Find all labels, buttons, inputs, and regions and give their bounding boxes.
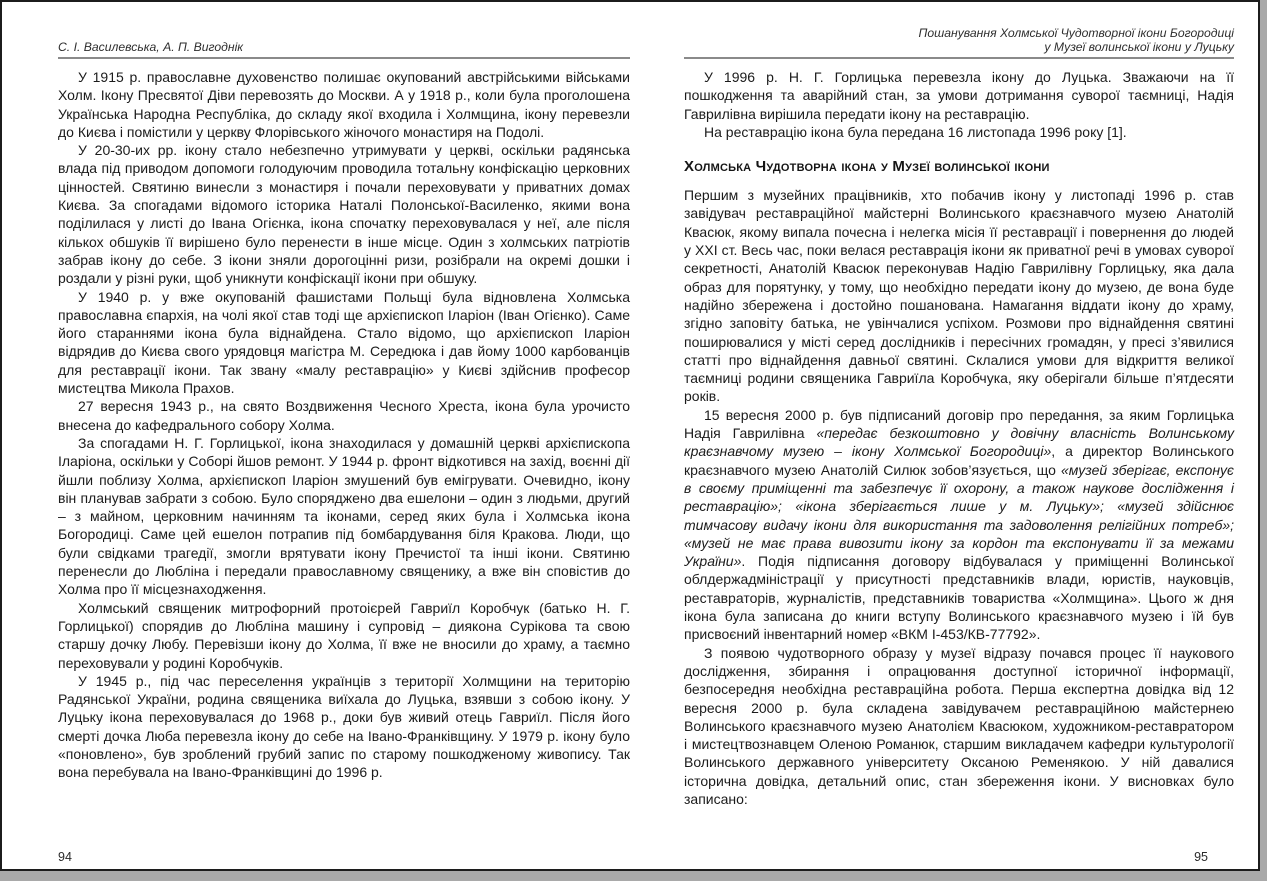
section-heading: Холмська Чудотворна ікона у Музеї волинської ікони bbox=[684, 158, 1050, 176]
left-page bbox=[58, 19, 630, 782]
body-text: У 1945 р., під час переселення українців з території Холмщини на територію Радянської України, родина священика виїхала до Луцька, взявши з собою ікону. У Луцьку ікона переховувалася до 1968 р., доки був живий отець Гавриїл. Після його смерті дочка Люба перевезла ікону до себе на Івано-Франківщину. У 1979 р. ікону було «поновлено», був зроблений грубий запис по старому пошкодженому живопису. Так вона перебувала на Івано-Франківщині до 1996 р. bbox=[58, 672, 630, 781]
quoted-italic-text: «музей зберігає, експонує в своєму приміщенні та забезпечує її охорону, а також наукове дослідження і реставрацію»; «ікона зберігається лише у м. Луцьку»; «музей здійснює тимчасову видачу ікони для використання та задоволення релігійних потреб»; «музей не має права вивозити ікону за кордон та експонувати її за межами України» bbox=[684, 461, 1234, 570]
body-text: , а директор Волинського краєзнавчого музею Анатолій Силюк зобов’язується, що bbox=[684, 443, 1235, 478]
body-text: Першим з музейних працівників, хто побачив ікону у листопаді 1996 р. став завідувач реставраційної майстерні Волинського краєзнавчого музею Анатолій Квасюк, якому випала почесна і нелегка місія її реставрації і повернення до людей у XXI ст. Весь час, поки велася реставрація ікони як приватної речі в умовах суворої секретності, Анатолій Квасюк переконував Надію Гаврилівну Горлицьку, яка дала образ для порятунку, у тому, що необхідно передати ікону до музею, де вона буде надійно збережена і достойно пошанована. Намагання віддати ікону до храму, згідно заповіту батька, не увінчалися успіхом. Розмови про віднайдення святині поширювалися у місті серед дослідників і пересічних громадян, у пресі з’явилися статті про віднайдення давньої святині. Склалися умови для відкриття великої таємниці родини священика Гавриїла Коробчука, яку оберігали більше п’ятдесяти років. bbox=[684, 187, 1234, 405]
body-text: За спогадами Н. Г. Горлицької, ікона знаходилася у домашній церкві архієпископа Іларіона, оскільки у Соборі йшов ремонт. У 1944 р. фронт відкотився на захід, воєнні дії йшли поблизу Холма, архієпископ Іларіон змушений був емігрувати. Очевидно, ікону він планував забрати з собою. Було споряджено два ешелони – один з людьми, другий – з майном, церковним начинням та іконами, серед яких була і Холмська ікона Богородиці. Саме цей ешелон потрапив під бомбардування біля Кракова. Люди, що були свідками трагедії, змогли врятувати ікону Пречистої та інші ікони. Святиню перенесли до Любліна і передали православному священику, а вже він сповістив до Холма про її місцезнаходження. bbox=[58, 434, 630, 598]
body-text: 27 вересня 1943 р., на свято Воздвиження Чесного Хреста, ікона була урочисто внесена до кафедрального собору Холма. bbox=[58, 398, 630, 433]
right-page bbox=[684, 19, 1234, 808]
running-header-title-line-1: Пошанування Холмської Чудотворної ікони Богородиці bbox=[918, 26, 1234, 40]
left-page-body bbox=[58, 68, 630, 782]
paragraph bbox=[684, 406, 1234, 644]
paragraph bbox=[58, 141, 630, 287]
body-text: З появою чудотворного образу у музеї відразу почався процес її наукового дослідження, збирання і опрацювання доступної історичної інформації, безпосередня необхідна реставраційна робота. Перша експертна довідка від 12 вересня 2000 р. була складена завідувачем реставраційною майстернею Волинського краєзнавчого музею Анатолієм Квасюком, художником-реставратором і мистецтвознавцем Оленою Романюк, старшим викладачем кафедри культурології Волинського державного університету Оксаною Ременякою. У ній давалися історична довідка, детальний опис, стан збереження ікони. У висновках було записано: bbox=[684, 644, 1234, 807]
running-header-title-line-2: у Музеї волинської ікони у Луцьку bbox=[1044, 40, 1234, 54]
quoted-italic-text: «передає безкоштовно у довічну власність Волинському краєзнавчому музею – ікону Холмської Богородиці» bbox=[684, 425, 1234, 460]
body-text: У 20-30-их рр. ікону стало небезпечно утримувати у церкві, оскільки радянська влада під приводом допомоги голодуючим проводила тотальну конфіскацію церковних цінностей. Святиню винесли з монастиря і почали переховувати у приватних домах Києва. За спогадами відомого історика Наталі Полонської-Василенко, якими вона поділилася у листі до Івана Огієнка, ікона спочатку переховувалася у неї, але після кількох обшуків її вирішено було перенести в інше місце. Один з холмських патріотів забрав ікону до себе. З ікони зняли дорогоцінні ризи, розібрали на окремі дошки і роздали у різні руки, щоб уникнути конфіскації ікони при обшуку. bbox=[58, 142, 630, 287]
paragraph bbox=[58, 599, 630, 672]
paragraph bbox=[58, 434, 630, 599]
body-text: У 1915 р. православне духовенство полишає окупований австрійськими військами Холм. Ікону Пресвятої Діви перевозять до Москви. А у 1918 р., коли була проголошена Українська Народна Республіка, до складу якої входила і Холмщина, ікону перевезли до Києва і помістили у церкву Флорівського жіночого монастиря на Подолі. bbox=[58, 69, 630, 140]
body-text: . Подія підписання договору відбувалася у приміщенні Волинської облдержадміністрації у присутності представників влади, юристів, науковців, реставраторів, журналістів, представників товариства «Холмщина». Цього ж дня ікона була записана до книги вступу Волинського краєзнавчого музею і їй був присвоєний інвентарний номер «ВКМ І-453/КВ-77792». bbox=[684, 553, 1234, 643]
right-page-body bbox=[684, 68, 1234, 808]
paragraph bbox=[58, 288, 630, 398]
left-running-header bbox=[58, 19, 630, 59]
paragraph bbox=[684, 123, 1234, 141]
body-text: Холмський священик митрофорний протоієрей Гавриїл Коробчук (батько Н. Г. Горлицької) спорядив до Любліна машину і супровід – диякона Сурікова та свою старшу дочку Любу. Перевізши ікону до Холма, її вже не вносили до храму, а таємно переховували у родині Коробчуків. bbox=[58, 599, 630, 671]
running-header-authors: С. І. Василевська, А. П. Вигоднік bbox=[58, 40, 244, 54]
page-number-right: 95 bbox=[1194, 850, 1208, 864]
body-text: На реставрацію ікона була передана 16 листопада 1996 року [1]. bbox=[704, 123, 1127, 140]
paragraph bbox=[684, 186, 1234, 406]
paragraph bbox=[58, 672, 630, 782]
page-number-left: 94 bbox=[58, 850, 72, 864]
body-text: У 1996 р. Н. Г. Горлицька перевезла ікону до Луцька. Зважаючи на її пошкодження та аварійний стан, за умови дотримання суворої таємниці, Надія Гаврилівна вирішила передати ікону на реставрацію. bbox=[684, 69, 1234, 122]
paragraph bbox=[58, 397, 630, 434]
paragraph bbox=[58, 68, 630, 141]
paragraph bbox=[684, 68, 1234, 123]
body-text: У 1940 р. у вже окупованій фашистами Польщі була відновлена Холмська православна єпархія, на чолі якої став тоді ще архієпископ Іларіон (Іван Огієнко). Саме його стараннями ікона була віднайдена. Стало відомо, що архієпископ Іларіон відрядив до Києва свого урядовця магістра М. Середюка і дав йому 1000 карбованців для реставрації ікони. Так звану «малу реставрацію» у Києві здійснив професор мистецтва Микола Прахов. bbox=[58, 288, 630, 397]
right-running-header bbox=[684, 19, 1234, 59]
body-text: 15 вересня 2000 р. був підписаний договір про передання, за яким Горлицька Надія Гаврилівна bbox=[684, 406, 1234, 442]
paragraph bbox=[684, 644, 1234, 809]
